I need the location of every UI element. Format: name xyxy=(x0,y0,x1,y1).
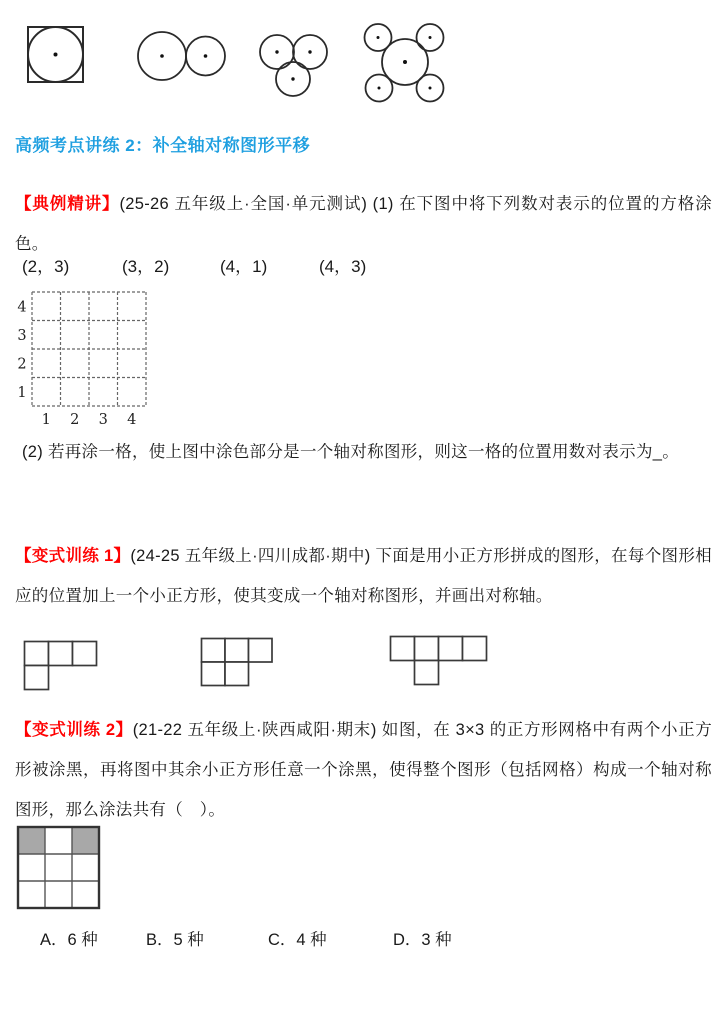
pair-2: (3，2) xyxy=(122,257,170,276)
option-d: D．3 种 xyxy=(393,931,452,949)
svg-text:2: 2 xyxy=(70,412,80,428)
example-part2-text: (2) 若再涂一格，使上图中涂色部分是一个轴对称图形，则这一格的位置用数对表示为_。 xyxy=(22,443,680,461)
section-heading: 高频考点讲练 2：补全轴对称图形平移 xyxy=(15,136,311,155)
pair-4: (4，3) xyxy=(319,257,367,276)
two-tangent-circles-figure xyxy=(138,32,225,80)
option-b: B．5 种 xyxy=(146,931,204,949)
circle-figures xyxy=(0,0,724,112)
example-intro-text: (25-26 五年级上·全国·单元测试) (1) 在下图中将下列数对表示的位置的方格涂色。 xyxy=(15,195,712,253)
variation2-text xyxy=(15,710,712,830)
option-c: C．4 种 xyxy=(268,931,327,949)
option-a: A．6 种 xyxy=(40,931,98,949)
three-overlapping-circles-figure xyxy=(260,35,327,96)
svg-text:2: 2 xyxy=(17,356,27,373)
svg-text:1: 1 xyxy=(17,384,27,401)
variation2-label: 【变式训练 2】 xyxy=(15,721,133,739)
square-figure-p-shape xyxy=(200,637,275,688)
answer-options xyxy=(0,926,724,952)
example-part2 xyxy=(15,432,712,472)
pair-3: (4，1) xyxy=(220,257,268,276)
svg-text:3: 3 xyxy=(17,327,27,344)
square-figure-l-shape xyxy=(23,640,99,692)
variation2-body: (21-22 五年级上·陕西咸阳·期末) 如图，在 3×3 的正方形网格中有两个小正方形被涂黑，再将图中其余小正方形任意一个涂黑，使得整个图形（包括网格）构成一个轴对称图形，那么涂法共有（ ）。 xyxy=(15,721,712,819)
example-label: 【典例精讲】 xyxy=(15,195,120,213)
svg-text:4: 4 xyxy=(17,299,27,316)
five-circles-figure xyxy=(365,24,444,102)
circle-in-square-figure xyxy=(28,27,83,82)
square-figure-t-shape xyxy=(389,635,489,687)
coordinate-grid xyxy=(13,286,183,430)
pair-1: (2，3) xyxy=(22,257,70,276)
shaded-grid xyxy=(16,825,101,910)
variation1-body: (24-25 五年级上·四川成都·期中) 下面是用小正方形拼成的图形，在每个图形相应的位置加上一个小正方形，使其变成一个轴对称图形，并画出对称轴。 xyxy=(15,547,712,605)
svg-text:4: 4 xyxy=(127,412,137,428)
svg-text:3: 3 xyxy=(98,412,108,428)
svg-text:1: 1 xyxy=(41,412,51,428)
variation1-label: 【变式训练 1】 xyxy=(15,547,131,565)
variation1-text xyxy=(15,536,712,616)
